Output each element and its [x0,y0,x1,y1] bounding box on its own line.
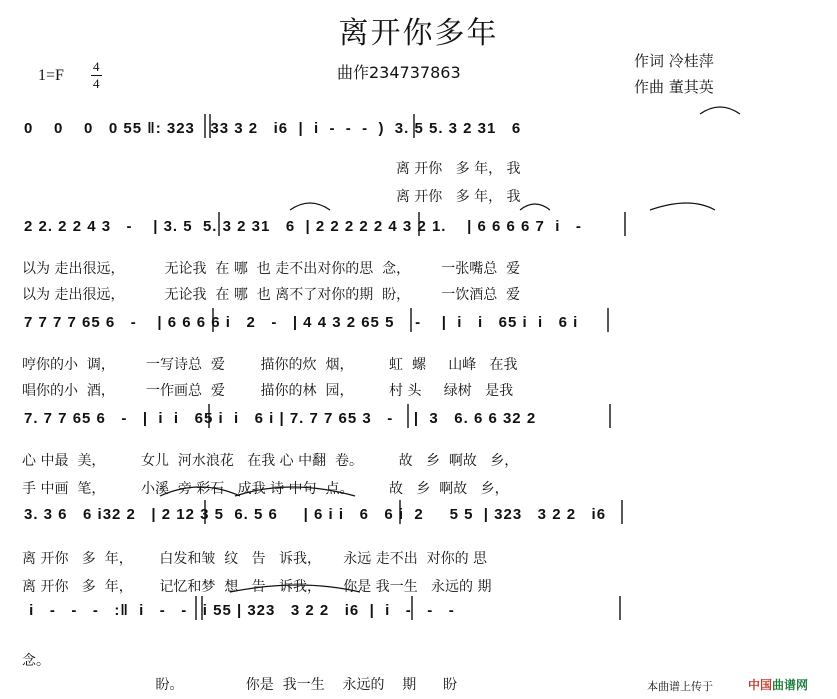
lyric-line: 离 开你 多 年， 记忆和梦 想 告 诉我， 你是 我一生 永远的 期 [22,579,492,595]
staff-line: 7 7 7 7 65 6 - | 6 6 6 6 i 2 - | 4 4 3 2 65 5 - | i i 65 i i 6 i [24,314,579,331]
lyric-line: 唱你的小 酒， 一作画总 爱 描你的林 园， 村 头 绿树 是我 [22,383,514,399]
composer-id: 曲作234737863 [337,63,461,82]
lyric-line: 以为 走出很远， 无论我 在 哪 也 离不了对你的期 盼， 一饮酒总 爱 [22,287,521,303]
meter-top: 4 [93,59,100,74]
time-signature [91,59,102,92]
lyric-line: 心 中最 美， 女儿 河水浪花 在我 心 中翻 卷。 故 乡 啊故 乡， [22,453,519,469]
lyric-line: 念。 [22,653,50,669]
key-signature: 1=F [38,67,64,84]
lyric-line: 盼。 你是 我一生 永远的 期 盼 [22,677,458,693]
site-logo [748,676,808,693]
lyric-line: 离 开你 多 年， 白发和皱 纹 告 诉我， 永远 走不出 对你的 思 [22,551,488,567]
lyricist-credit: 作词 冷桂萍 [634,52,714,70]
page-title: 离开你多年 [338,16,499,51]
lyric-line: 手 中画 笔， 小溪 旁 彩石 成我 诗 中句 点。 故 乡 啊故 乡， [22,481,509,497]
logo-text-2: 曲谱网 [772,678,809,692]
upload-note: 本曲谱上传于 [647,680,713,693]
staff-line: 0 0 0 0 55 ‖: 323 33 3 2 i6 | i - - - ) 3. 5 5. 3 2 31 6 [24,120,522,137]
composer-credit: 作曲 董其英 [634,78,714,96]
staff-line: 2 2. 2 2 4 3 - | 3. 5 5. 3 2 31 6 | 2 2 2 2 2 4 3 2 1. | 6 6 6 6 7 i - [24,218,582,235]
lyric-line: 离 开你 多 年， 我 [22,161,521,177]
logo-text: 中国 [748,678,773,692]
staff-line: 3. 3 6 6 i32 2 | 2 12 3 5 6. 5 6 | 6 i i 6 6 i 2 5 5 | 323 3 2 2 i6 [24,506,607,523]
staff-line: i - - - :‖ i - - i 55 | 323 3 2 2 i6 | i - - - [24,602,455,619]
lyric-line: 以为 走出很远， 无论我 在 哪 也 走不出对你的思 念， 一张嘴总 爱 [22,261,521,277]
lyric-line: 哼你的小 调， 一写诗总 爱 描你的炊 烟， 虹 螺 山峰 在我 [22,357,518,373]
staff-line: 7. 7 7 65 6 - | i i 65 i i 6 i | 7. 7 7 65 3 - | 3 6. 6 6 32 2 [24,410,537,427]
meter-bottom: 4 [93,76,100,91]
lyric-line: 离 开你 多 年， 我 [22,189,521,205]
